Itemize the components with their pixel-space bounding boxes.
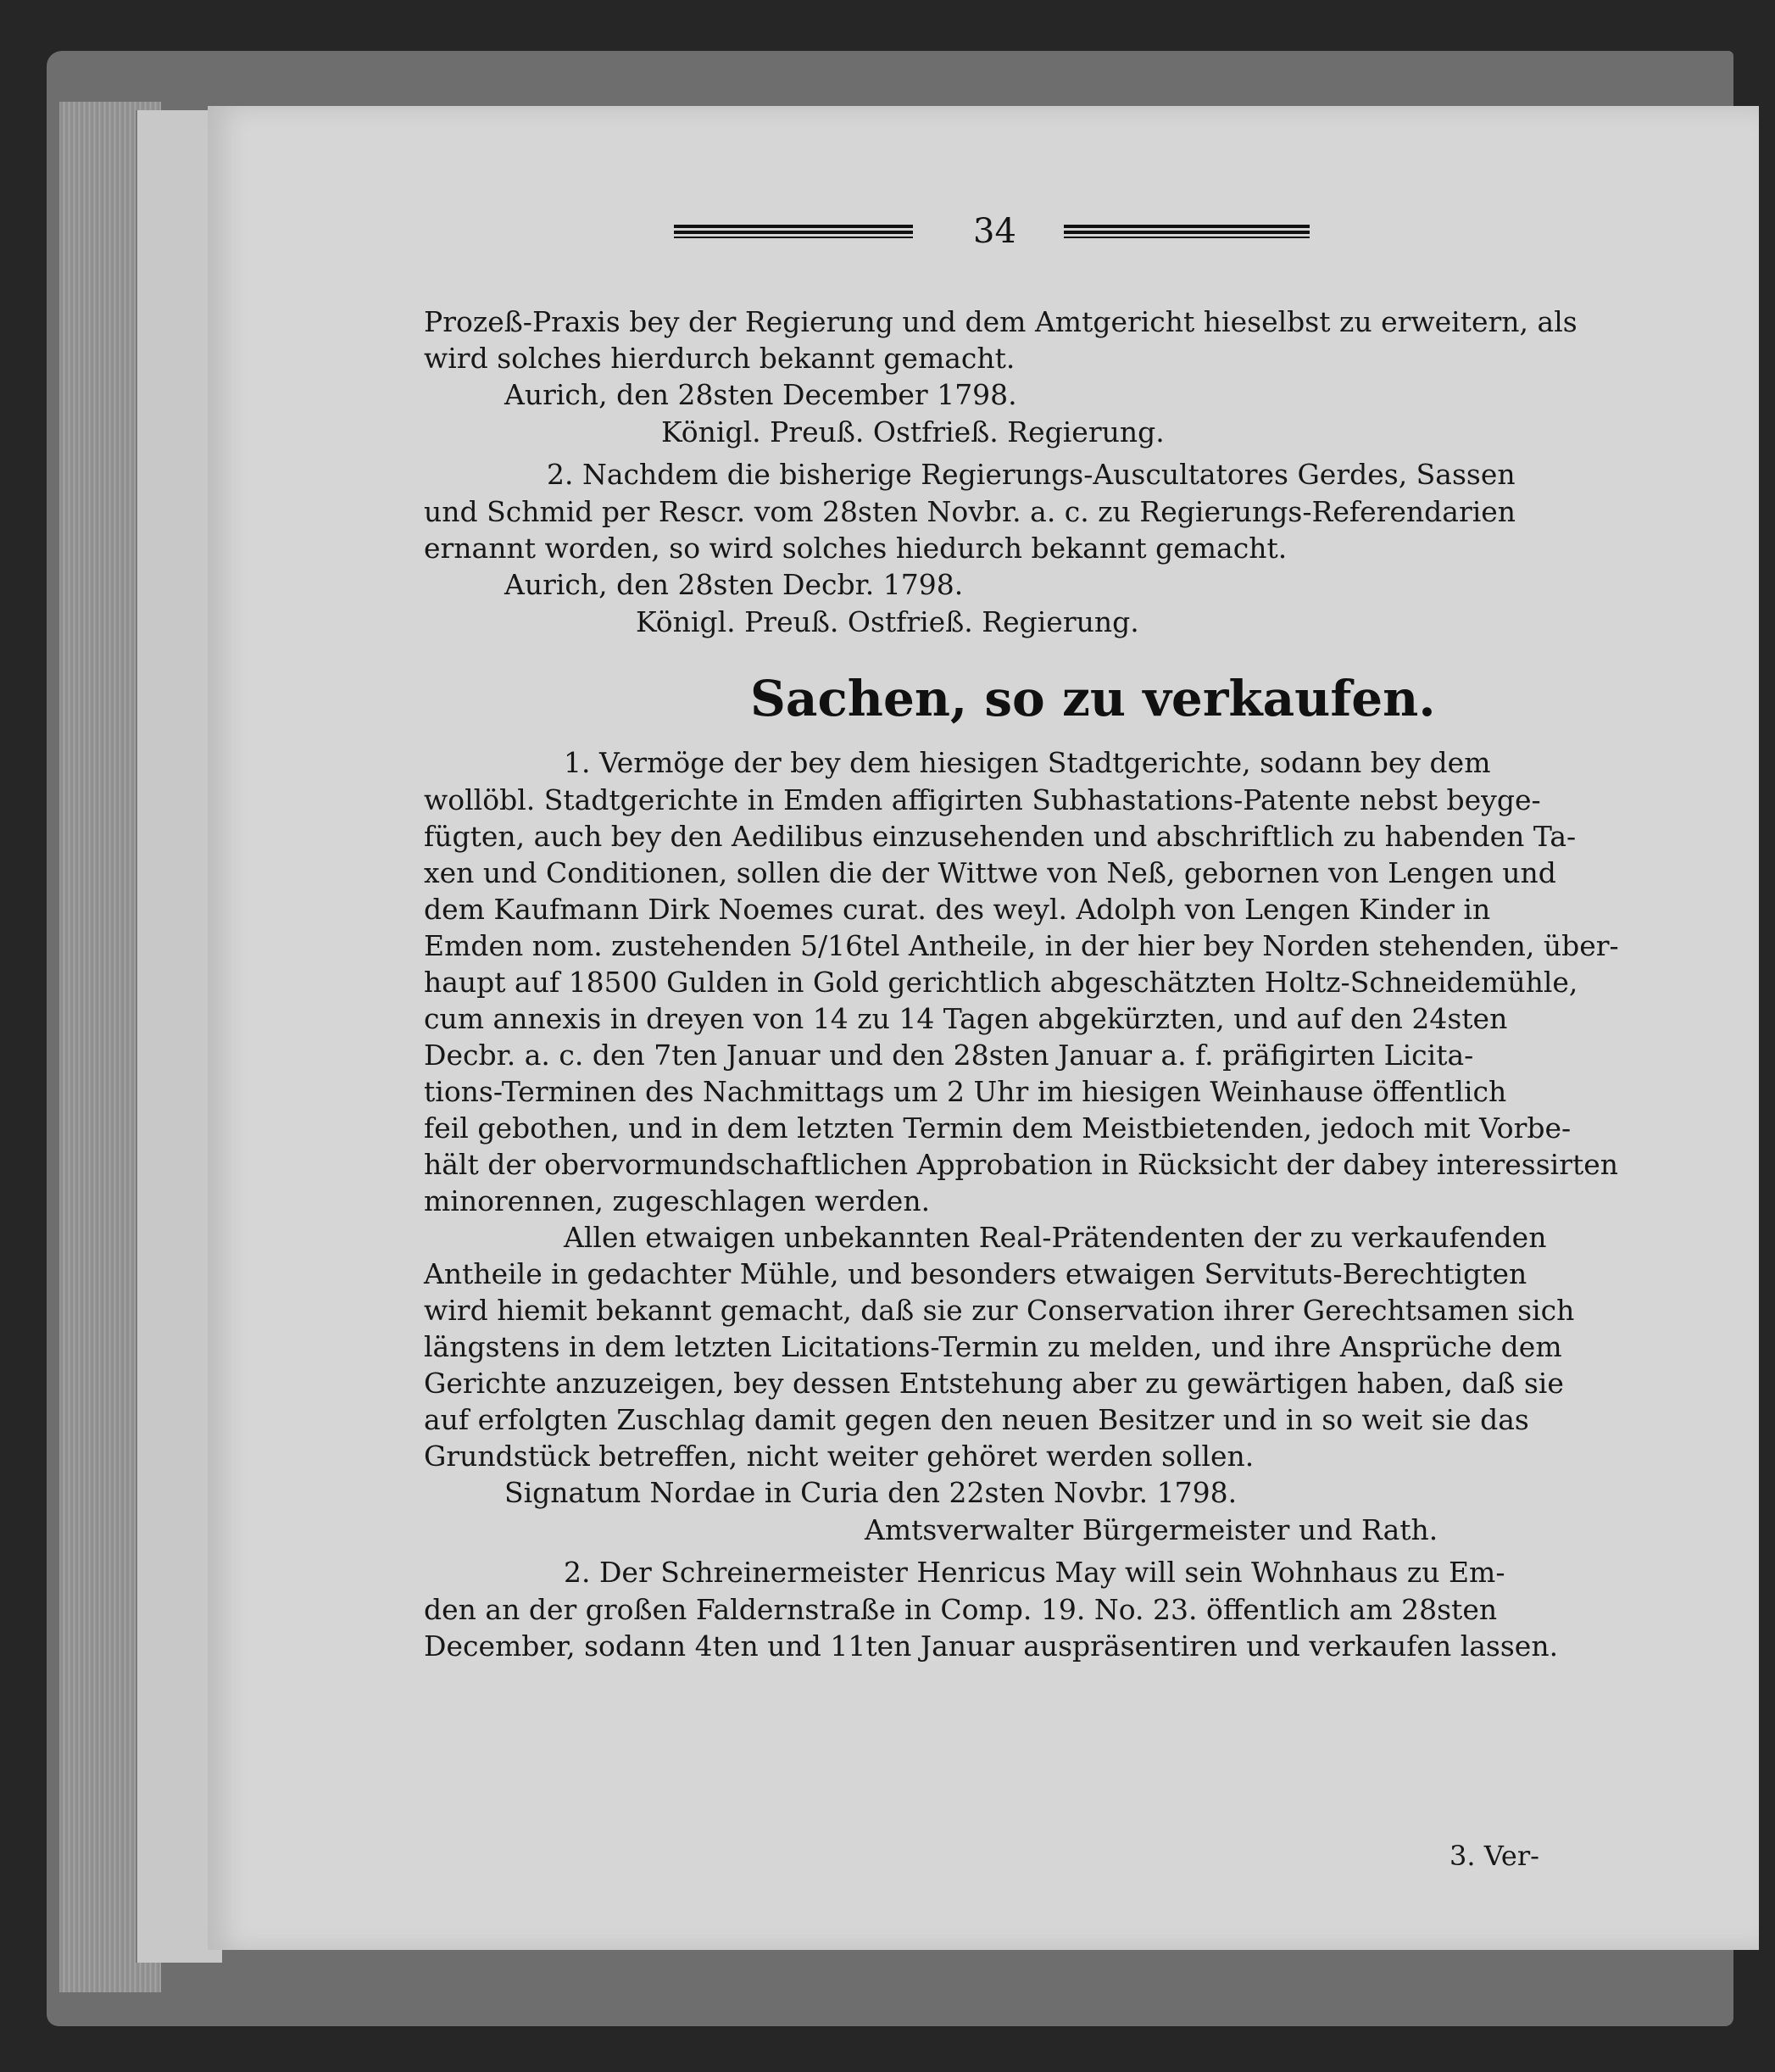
text-line: haupt auf 18500 Gulden in Gold gerichtlich abgeschätzten Holtz-Schneidemühle, [424,966,1578,999]
text-line: xen und Conditionen, sollen die der Wittwe von Neß, gebornen von Lengen und [424,856,1556,889]
text-line: längstens in dem letzten Licitations-Termin zu melden, und ihre Ansprüche dem [424,1330,1562,1363]
text-line: wollöbl. Stadtgerichte in Emden affigirten Subhastations-Patente nebst beyge- [424,783,1541,816]
catchword: 3. Ver- [1449,1840,1539,1872]
text-line: Decbr. a. c. den 7ten Januar und den 28sten Januar a. f. präfigirten Licita- [424,1039,1474,1072]
text-line: Gerichte anzuzeigen, bey dessen Entstehung aber zu gewärtigen haben, daß sie [424,1367,1564,1400]
text-line: feil gebothen, und in dem letzten Termin dem Meistbietenden, jedoch mit Vorbe- [424,1111,1572,1145]
section-heading: Sachen, so zu verkaufen. [750,670,1436,727]
header-rule-left [674,225,913,238]
text-line: tions-Terminen des Nachmittags um 2 Uhr im hiesigen Weinhause öffentlich [424,1075,1507,1108]
text-line: Emden nom. zustehenden 5/16tel Antheile, in der hier bey Norden stehenden, über- [424,929,1619,962]
text-line: Aurich, den 28sten December 1798. [504,378,1017,411]
text-line: fügten, auch bey den Aedilibus einzusehenden und abschriftlich zu habenden Ta- [424,820,1577,853]
text-line: Amtsverwalter Bürgermeister und Rath. [865,1513,1438,1546]
text-line: Antheile in gedachter Mühle, und besonders etwaigen Servituts-Berechtigten [424,1257,1527,1290]
text-line: Aurich, den 28sten Decbr. 1798. [504,568,964,601]
text-line: dem Kaufmann Dirk Noemes curat. des weyl. Adolph von Lengen Kinder in [424,893,1491,926]
text-line: cum annexis in dreyen von 14 zu 14 Tagen abgekürzten, und auf den 24sten [424,1002,1508,1035]
text-line: 1. Vermöge der bey dem hiesigen Stadtgerichte, sodann bey dem [564,746,1491,779]
page-number: 34 [973,212,1016,251]
text-line: auf erfolgten Zuschlag damit gegen den neuen Besitzer und in so weit sie das [424,1403,1529,1436]
text-line: 2. Der Schreinermeister Henricus May will sein Wohnhaus zu Em- [564,1556,1505,1589]
text-line: Königl. Preuß. Ostfrieß. Regierung. [636,605,1139,638]
text-line: Signatum Nordae in Curia den 22sten Novbr. 1798. [504,1476,1238,1509]
text-line: Allen etwaigen unbekannten Real-Prätendenten der zu verkaufenden [564,1221,1547,1254]
text-line: hält der obervormundschaftlichen Approbation in Rücksicht der dabey interessirten [424,1148,1619,1181]
text-line: minorennen, zugeschlagen werden. [424,1184,931,1217]
text-line: Königl. Preuß. Ostfrieß. Regierung. [661,415,1165,448]
text-line: wird hiemit bekannt gemacht, daß sie zur Conservation ihrer Gerechtsamen sich [424,1294,1575,1327]
text-line: wird solches hierdurch bekannt gemacht. [424,342,1015,375]
text-line: und Schmid per Rescr. vom 28sten Novbr. a. c. zu Regierungs-Referendarien [424,495,1516,528]
text-line: December, sodann 4ten und 11ten Januar auspräsentiren und verkaufen lassen. [424,1629,1559,1663]
text-line: Grundstück betreffen, nicht weiter gehöret werden sollen. [424,1440,1255,1473]
header-rule-right [1064,225,1310,238]
text-line: 2. Nachdem die bisherige Regierungs-Auscultatores Gerdes, Sassen [547,458,1516,491]
text-line: Prozeß-Praxis bey der Regierung und dem Amtgericht hieselbst zu erweitern, als [424,305,1577,338]
text-line: ernannt worden, so wird solches hiedurch bekannt gemacht. [424,532,1288,565]
text-line: den an der großen Faldernstraße in Comp. 19. No. 23. öffentlich am 28sten [424,1593,1498,1626]
